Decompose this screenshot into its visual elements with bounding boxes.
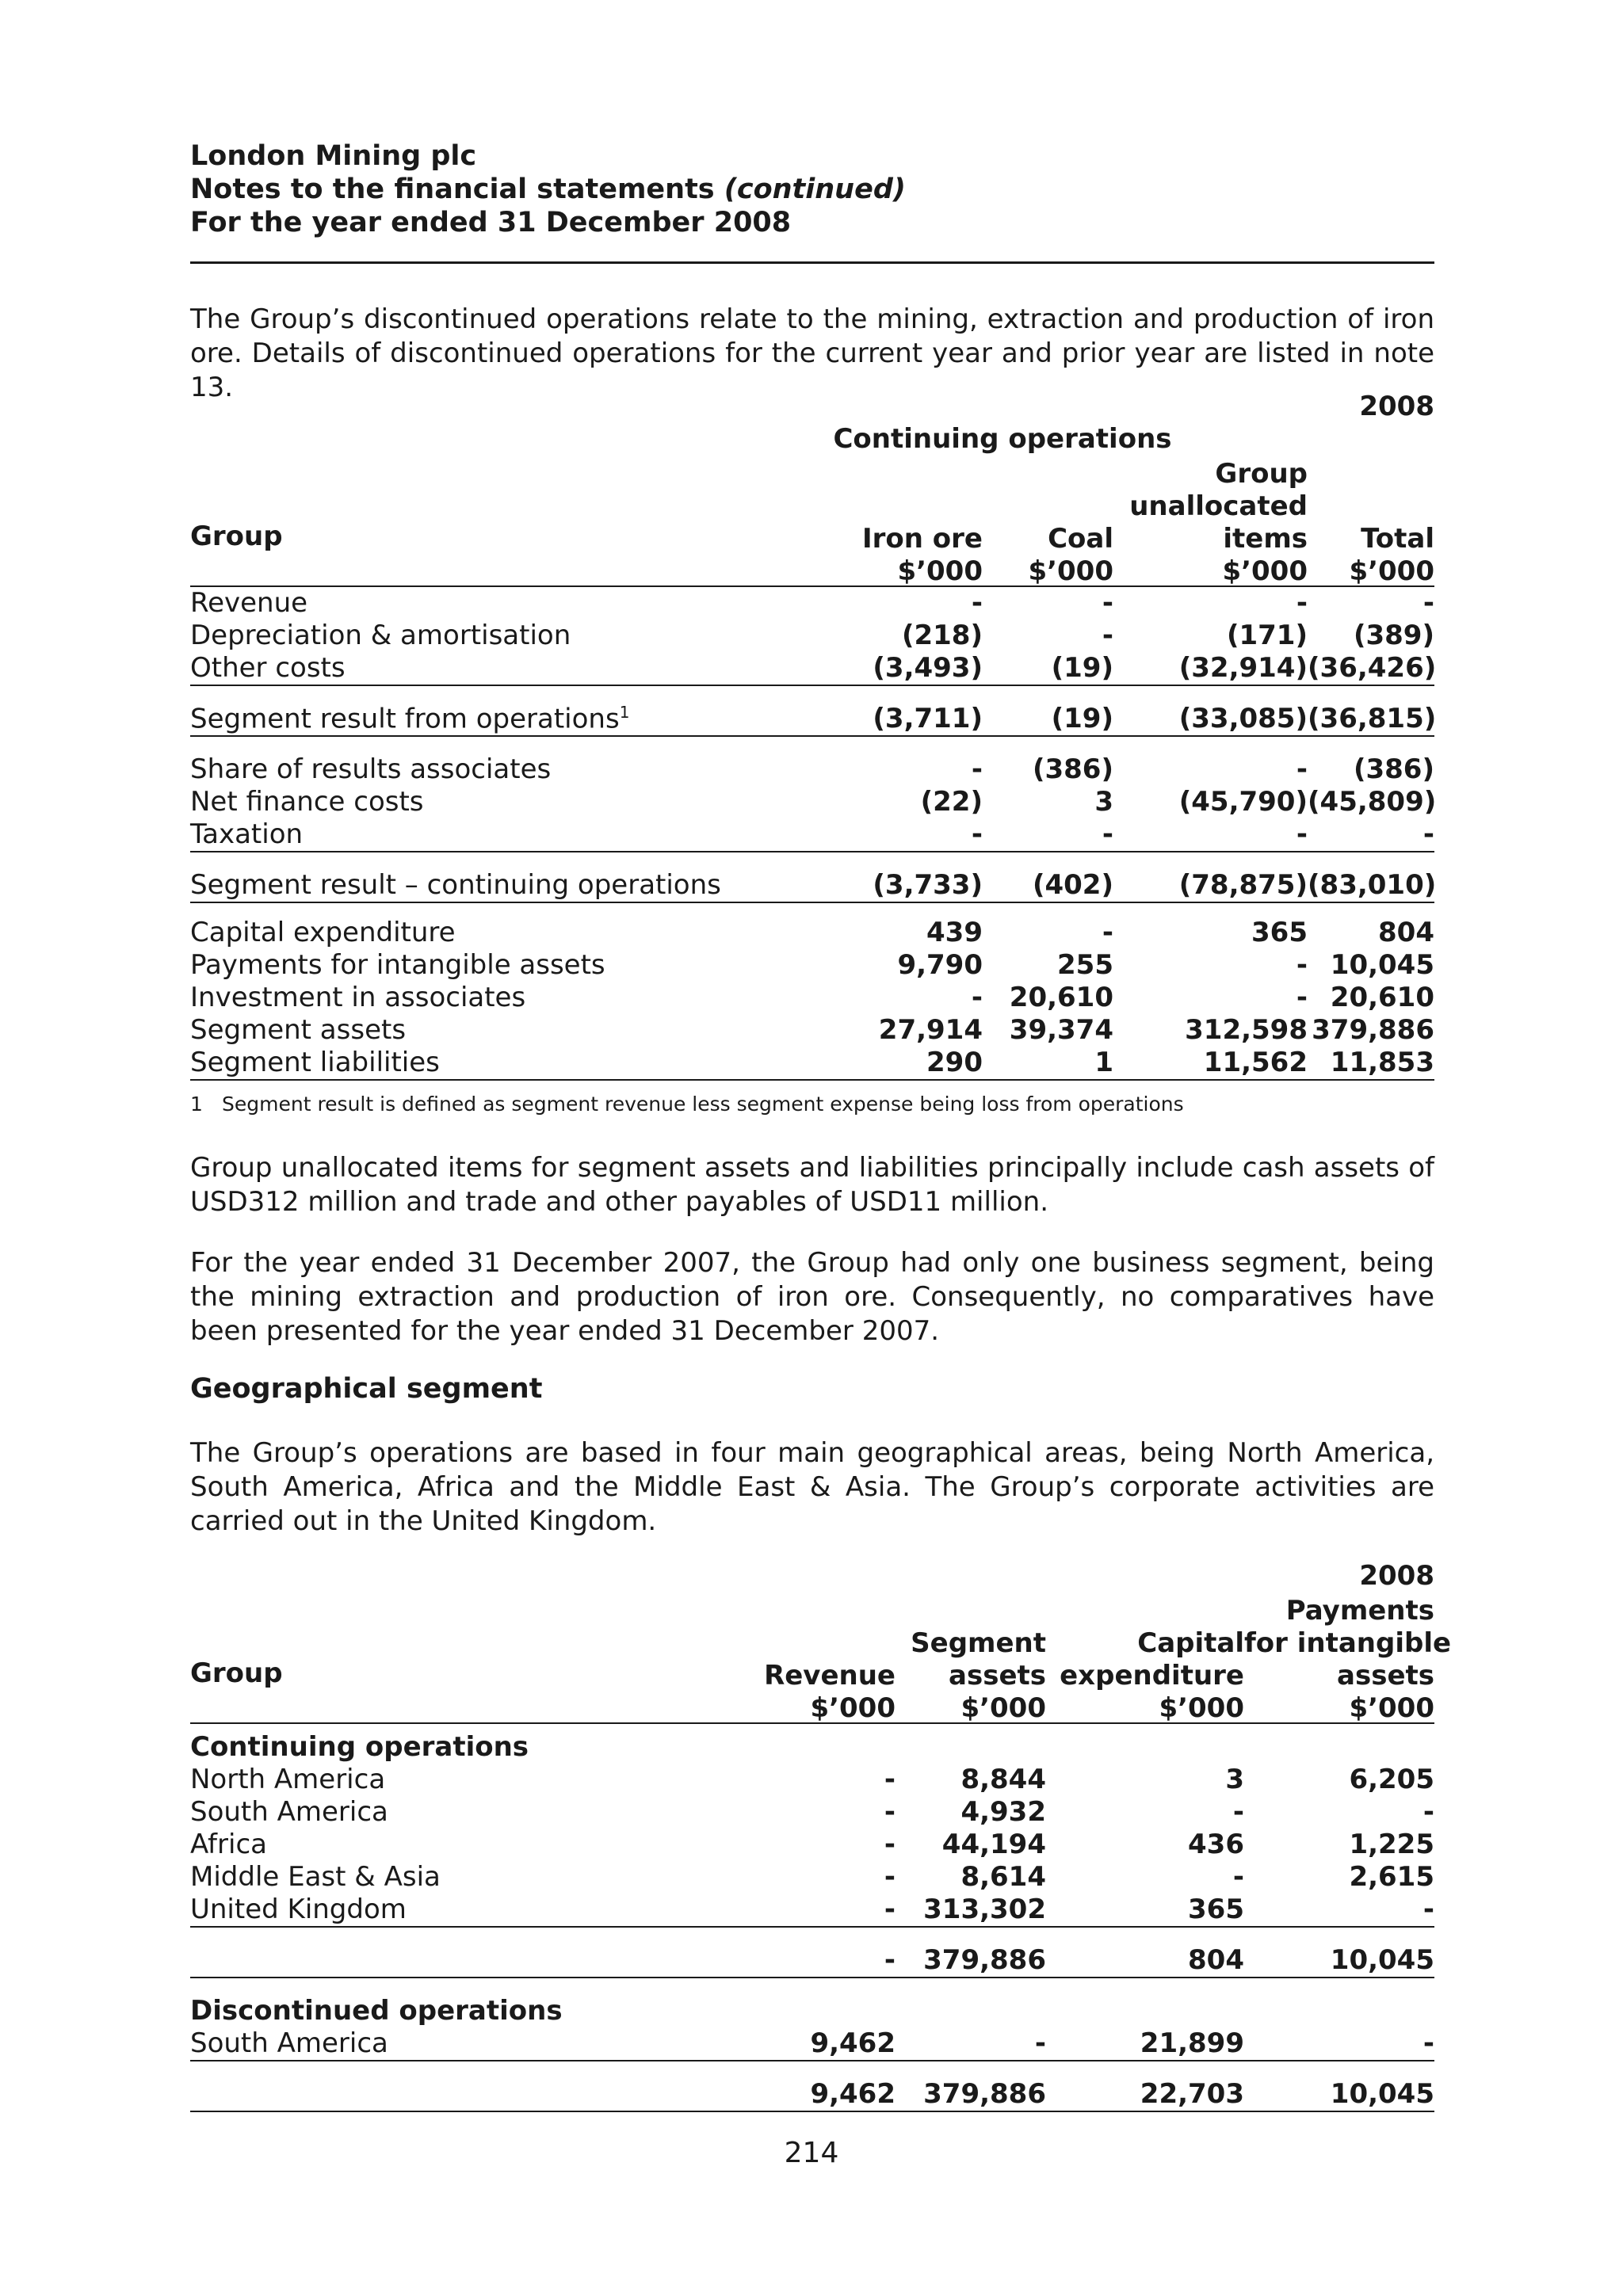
unit-label: $’000 xyxy=(983,553,1113,586)
cell: 804 xyxy=(1046,1927,1244,1978)
unit-label: $’000 xyxy=(697,1690,896,1723)
table-row xyxy=(190,818,1434,852)
document-header xyxy=(190,139,1434,239)
geo-segment-heading: Geographical segment xyxy=(190,1373,543,1405)
table-row xyxy=(190,2027,1434,2061)
row-label: Segment assets xyxy=(190,1014,407,1046)
header-rule xyxy=(190,261,1434,264)
row-label: Payments for intangible assets xyxy=(190,949,605,981)
cell: - xyxy=(1232,1796,1244,1828)
row-label: Investment in associates xyxy=(190,982,526,1013)
cell: 4,932 xyxy=(960,1796,1046,1828)
cell: 3 xyxy=(1094,786,1113,818)
table-row xyxy=(190,902,1434,949)
col-header-unallocated-3: items xyxy=(1223,523,1308,555)
col-header-payments-1: Payments xyxy=(1285,1595,1434,1627)
section-row xyxy=(190,1723,1434,1764)
cell: (45,790) xyxy=(1178,786,1308,818)
cell: (386) xyxy=(1353,753,1434,785)
cell: (33,085) xyxy=(1113,685,1308,736)
cell: (83,010) xyxy=(1308,852,1434,902)
row-label: Other costs xyxy=(190,652,792,685)
cell: 20,610 xyxy=(1330,982,1434,1013)
cell: (3,711) xyxy=(792,685,983,736)
col-header-coal: Coal xyxy=(1048,523,1113,555)
footnote xyxy=(190,1093,1184,1116)
table-row xyxy=(190,685,1434,736)
cell: 255 xyxy=(1057,949,1113,981)
col-header-revenue: Revenue xyxy=(764,1660,896,1691)
table-row xyxy=(190,982,1434,1014)
table-row xyxy=(190,1894,1434,1927)
cell: - xyxy=(1296,982,1308,1013)
cell: - xyxy=(1296,949,1308,981)
subtotal-row xyxy=(190,1927,1434,1978)
unit-label: $’000 xyxy=(1244,1690,1434,1723)
cell: 365 xyxy=(1046,1894,1244,1927)
cell: - xyxy=(884,1796,896,1828)
table-row xyxy=(190,1796,1434,1829)
col-header-unallocated-2: unallocated xyxy=(1129,490,1308,522)
cell: 9,462 xyxy=(697,2061,896,2111)
table-row xyxy=(190,1014,1434,1047)
cell: (3,733) xyxy=(792,852,983,902)
cell: (218) xyxy=(901,620,983,651)
cell: 312,598 xyxy=(1185,1014,1308,1046)
col-header-payments-2: for intangible xyxy=(1244,1627,1452,1659)
cell: (171) xyxy=(1226,620,1308,651)
row-label: Net finance costs xyxy=(190,786,424,818)
intro-paragraph: The Group’s discontinued operations relate to the mining, extraction and production of iron ore. Details of discontinued operations for the current year and prior year are listed in note 13. xyxy=(190,303,1434,403)
cell: 27,914 xyxy=(878,1014,983,1046)
unit-label: $’000 xyxy=(1308,553,1434,586)
row-label: South America xyxy=(190,1796,388,1828)
cell: 22,703 xyxy=(1046,2061,1244,2111)
cell: - xyxy=(983,818,1113,852)
row-label: Taxation xyxy=(190,818,792,852)
segment-table xyxy=(190,391,1437,1081)
cell: 9,462 xyxy=(697,2027,896,2061)
cell: - xyxy=(884,1861,896,1893)
footnote-number: 1 xyxy=(190,1093,203,1116)
table-row xyxy=(190,652,1434,685)
cell: 804 xyxy=(1378,917,1434,948)
cell: 11,562 xyxy=(1113,1047,1308,1080)
unit-label: $’000 xyxy=(1046,1690,1244,1723)
row-label: South America xyxy=(190,2027,697,2061)
table-row xyxy=(190,1047,1434,1080)
cell: 6,205 xyxy=(1349,1764,1434,1795)
total-row xyxy=(190,2061,1434,2111)
cell: 11,853 xyxy=(1308,1047,1434,1080)
cell: 379,886 xyxy=(896,1927,1046,1978)
cell: (389) xyxy=(1353,620,1434,651)
cell: - xyxy=(884,1829,896,1860)
cell: 2,615 xyxy=(1349,1861,1434,1893)
geo-year: 2008 xyxy=(1359,1560,1434,1592)
footnote-marker: 1 xyxy=(619,702,630,722)
cell: (19) xyxy=(983,652,1113,685)
section-row xyxy=(190,1978,1434,2027)
unit-label: $’000 xyxy=(792,553,983,586)
table-row xyxy=(190,586,1434,620)
row-label: Share of results associates xyxy=(190,753,552,785)
cell: 436 xyxy=(1188,1829,1244,1860)
row-label-header: Group xyxy=(190,521,283,552)
cell: - xyxy=(1102,587,1113,619)
cell: - xyxy=(884,1764,896,1795)
table-row xyxy=(190,1861,1434,1894)
cell: 10,045 xyxy=(1244,1927,1434,1978)
notes-title: Notes to the financial statements (continued) xyxy=(190,174,906,205)
unallocated-paragraph: Group unallocated items for segment assets and liabilities principally include cash assets of USD312 million and trade and other payables of USD11 million. xyxy=(190,1152,1434,1218)
cell: 439 xyxy=(926,917,983,948)
cell: (386) xyxy=(1032,753,1113,785)
table-row xyxy=(190,620,1434,652)
cell: 3 xyxy=(1225,1764,1244,1795)
comparatives-paragraph: For the year ended 31 December 2007, the Group had only one business segment, being the mining extraction and production of iron ore. Consequently, no comparatives have been presented for the year ended 31 December 2007. xyxy=(190,1247,1434,1347)
cell: - xyxy=(1102,917,1113,948)
cell: 313,302 xyxy=(896,1894,1046,1927)
cell: - xyxy=(896,2027,1046,2061)
page-number: 214 xyxy=(784,2137,839,2169)
row-label: Segment result – continuing operations xyxy=(190,852,792,902)
cell: - xyxy=(1232,1861,1244,1893)
table-row xyxy=(190,1764,1434,1796)
continued-label: (continued) xyxy=(724,174,906,205)
unit-label: $’000 xyxy=(1113,553,1308,586)
col-header-segment-2: assets xyxy=(949,1660,1046,1691)
cell: - xyxy=(1308,818,1434,852)
cell: - xyxy=(971,587,983,619)
cell: - xyxy=(1244,1894,1434,1927)
table-row xyxy=(190,786,1434,818)
cell: - xyxy=(1423,1796,1434,1828)
cell: 379,886 xyxy=(896,2061,1046,2111)
cell: 39,374 xyxy=(1009,1014,1113,1046)
col-header-payments-3: assets xyxy=(1337,1660,1434,1691)
cell: 21,899 xyxy=(1046,2027,1244,2061)
cell: - xyxy=(1244,2027,1434,2061)
cell: - xyxy=(1296,753,1308,785)
col-header-capital-1: Capital xyxy=(1137,1627,1244,1659)
col-header-capital-2: expenditure xyxy=(1060,1660,1244,1691)
continuing-ops-heading: Continuing operations xyxy=(833,423,1172,455)
footnote-text: Segment result is defined as segment revenue less segment expense being loss from operations xyxy=(222,1093,1184,1116)
cell: 365 xyxy=(1251,917,1308,948)
period-line: For the year ended 31 December 2008 xyxy=(190,207,792,238)
cell: - xyxy=(971,753,983,785)
row-label: United Kingdom xyxy=(190,1894,697,1927)
cell: - xyxy=(1113,818,1308,852)
unit-label: $’000 xyxy=(896,1690,1046,1723)
table-row xyxy=(190,1829,1434,1861)
geo-paragraph: The Group’s operations are based in four main geographical areas, being North America, South America, Africa and the Middle East & Asia. The Group’s corporate activities are carried out in the United Kingdom. xyxy=(190,1437,1434,1537)
cell: (19) xyxy=(983,685,1113,736)
col-header-segment-1: Segment xyxy=(911,1627,1046,1659)
row-label: Capital expenditure xyxy=(190,917,456,948)
cell: - xyxy=(1296,587,1308,619)
cell: - xyxy=(697,1894,896,1927)
cell: 8,844 xyxy=(960,1764,1046,1795)
cell: 379,886 xyxy=(1312,1014,1434,1046)
cell: 10,045 xyxy=(1244,2061,1434,2111)
cell: (22) xyxy=(920,786,983,818)
cell: (3,493) xyxy=(792,652,983,685)
row-label: North America xyxy=(190,1764,386,1795)
cell: (36,815) xyxy=(1308,685,1434,736)
cell: 9,790 xyxy=(897,949,983,981)
cell: - xyxy=(971,982,983,1013)
cell: - xyxy=(697,1927,896,1978)
col-header-unallocated-1: Group xyxy=(1215,458,1308,490)
cell: - xyxy=(1102,620,1113,651)
cell: 44,194 xyxy=(941,1829,1046,1860)
cell: (402) xyxy=(983,852,1113,902)
geo-table-body xyxy=(190,1560,1452,2112)
continuing-heading: Continuing operations xyxy=(190,1731,529,1763)
row-label: Depreciation & amortisation xyxy=(190,620,571,651)
table-row xyxy=(190,949,1434,982)
cell: (45,809) xyxy=(1308,786,1437,818)
table-row xyxy=(190,736,1434,786)
geo-row-label-header: Group xyxy=(190,1657,283,1689)
cell: (36,426) xyxy=(1308,652,1437,684)
segment-year: 2008 xyxy=(1359,391,1434,422)
table-row xyxy=(190,852,1434,902)
cell: - xyxy=(1423,587,1434,619)
cell: 1 xyxy=(983,1047,1113,1080)
row-label: Segment liabilities xyxy=(190,1047,792,1080)
cell: 10,045 xyxy=(1330,949,1434,981)
company-name: London Mining plc xyxy=(190,140,477,172)
col-header-iron-ore: Iron ore xyxy=(861,523,983,555)
row-label: Revenue xyxy=(190,587,308,619)
cell: 8,614 xyxy=(960,1861,1046,1893)
discontinued-heading: Discontinued operations xyxy=(190,1995,563,2027)
cell: 20,610 xyxy=(1009,982,1113,1013)
cell: (32,914) xyxy=(1113,652,1308,685)
cell: 290 xyxy=(792,1047,983,1080)
row-label: Middle East & Asia xyxy=(190,1861,441,1893)
cell: - xyxy=(792,818,983,852)
cell: 1,225 xyxy=(1349,1829,1434,1860)
cell: (78,875) xyxy=(1113,852,1308,902)
row-label: Segment result from operations$^1$ xyxy=(190,685,792,736)
row-label: Africa xyxy=(190,1829,267,1860)
col-header-total: Total xyxy=(1361,523,1434,555)
